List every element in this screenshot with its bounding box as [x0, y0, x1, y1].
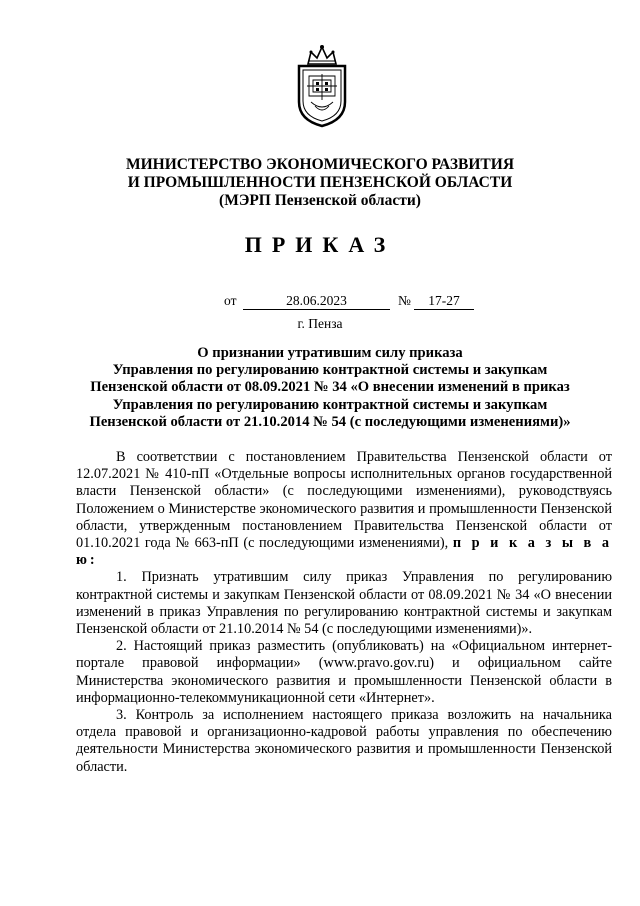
order-word: п р и к а з ы в а ю: [76, 535, 612, 569]
ministry-header [60, 156, 580, 210]
document-number: 17-27 [414, 293, 474, 310]
subject-line: О признании утратившим силу приказа [197, 345, 463, 361]
subject-line: Управления по регулированию контрактной системы и закупкам [112, 362, 548, 379]
coat-of-arms-emblem [293, 44, 351, 128]
ministry-name-line-1: МИНИСТЕРСТВО ЭКОНОМИЧЕСКОГО РАЗВИТИЯ [125, 156, 515, 173]
ministry-name-line-2: И ПРОМЫШЛЕННОСТИ ПЕНЗЕНСКОЙ ОБЛАСТИ [127, 174, 513, 191]
document-body [76, 449, 612, 776]
preamble-text: В соответствии с постановлением Правительства Пензенской области от 12.07.2021 № 410-пП «Отдельные вопросы исполнительных органов государственной власти Пензенской области» (с последующими изменениями), руководствуясь Положением о Министерстве экономического развития и промышленности Пензенской области, утвержденным постановлением Правительства Пензенской области от 01.10.2021 года № 663-пП (с последующими изменениями), [76, 449, 612, 552]
ministry-abbreviation: (МЭРП Пензенской области) [219, 192, 421, 209]
subject-line: Пензенской области от 21.10.2014 № 54 (с последующими изменениями)» [89, 413, 571, 430]
order-item-3: 3. Контроль за исполнением настоящего приказа возложить на начальника отдела правовой и организационно-кадровой работы управления по обеспечению деятельности Министерства экономического развития и промышленности Пензенской области. [76, 707, 612, 775]
preamble-paragraph [76, 449, 612, 569]
document-type-title: ПРИКАЗ [244, 232, 396, 257]
subject-line: Управления по регулированию контрактной системы и закупкам [112, 396, 548, 413]
order-item-1: 1. Признать утратившим силу приказ Управления по регулированию контрактной системы и закупкам Пензенской области от 08.09.2021 № 34 «О внесении изменений в приказ Управления по регулированию контрактной системы и закупкам Пензенской области от 21.10.2014 № 54 (с последующими изменениями)». [76, 569, 612, 638]
subject-line: Пензенской области от 08.09.2021 № 34 «О внесении изменений в приказ [90, 379, 570, 396]
order-item-2: 2. Настоящий приказ разместить (опубликовать) на «Официальном интернет-портале правовой информации» (www.pravo.gov.ru) и официальном сайте Министерства экономического развития и промышленности Пензенской области в информационно-телекоммуникационной сети «Интернет». [76, 638, 612, 706]
date-label: от [224, 293, 237, 308]
issue-city: г. Пенза [297, 316, 343, 331]
document-date: 28.06.2023 [243, 293, 390, 310]
number-label: № [398, 293, 411, 308]
document-subject [60, 345, 600, 431]
